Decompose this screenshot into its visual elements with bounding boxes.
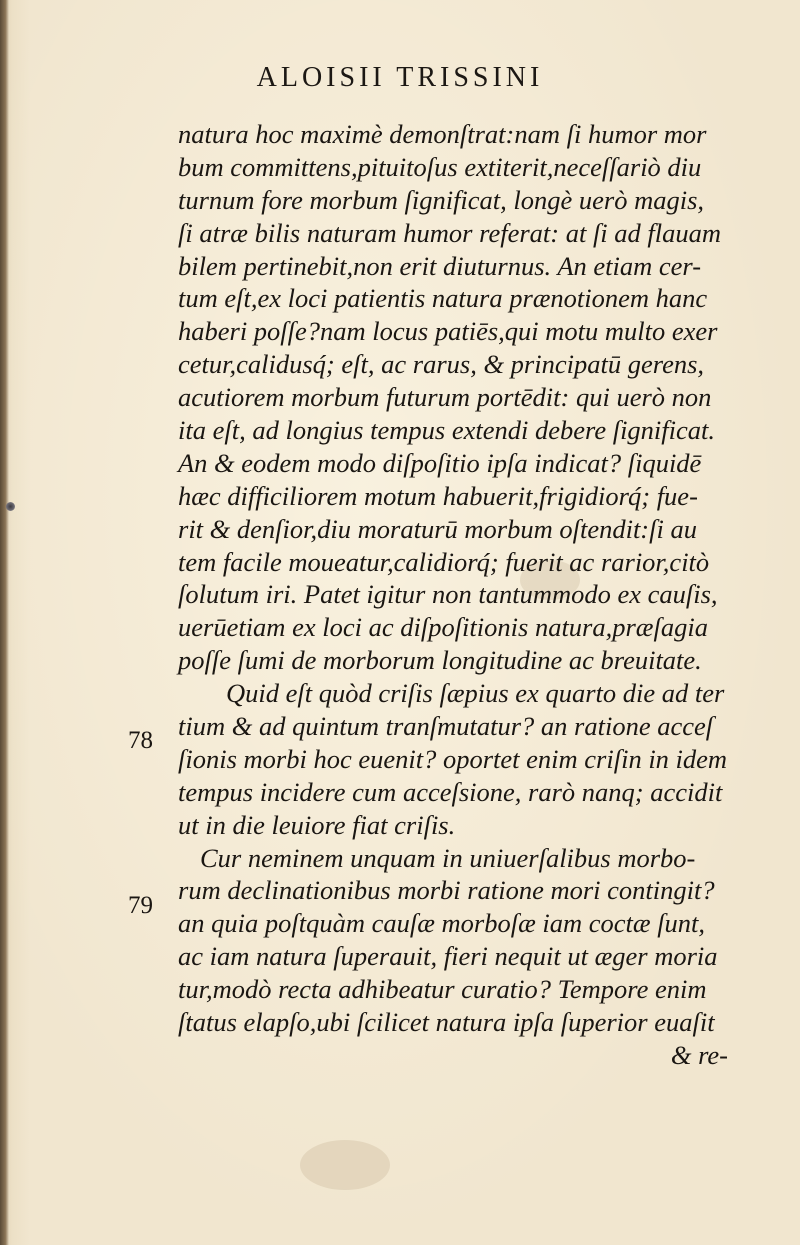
text-line: acutiorem morbum futurum portēdit: qui uerò non: [178, 382, 712, 413]
text-line: ut in die leuiore fiat criſis.: [178, 809, 456, 840]
text-line: rum declinationibus morbi ratione mori contingit?: [178, 875, 715, 906]
section-78-first-line: Quid eſt quòd criſis ſæpius ex quarto die ad ter: [226, 678, 725, 709]
text-line: tur,modò recta adhibeatur curatio? Tempore enim: [178, 974, 707, 1005]
paper-stain: [300, 1140, 390, 1190]
text-line: cetur,calidusq́; eſt, ac rarus, & principatū gerens,: [178, 349, 705, 380]
text-line: ſionis morbi hoc euenit? oportet enim criſin in idem: [178, 743, 728, 774]
text-line: an quia poſtquàm cauſæ morboſæ iam coctæ ſunt,: [178, 908, 706, 939]
text-line: haberi poſſe?nam locus patiēs,qui motu multo exer: [178, 316, 718, 347]
text-line: ſtatus elapſo,ubi ſcilicet natura ipſa ſuperior euaſit: [178, 1007, 715, 1038]
page-left-edge: [0, 0, 9, 1245]
text-line: An & eodem modo diſpoſitio ipſa indicat? ſiquidē: [178, 447, 702, 478]
text-line: poſſe ſumi de morborum longitudine ac breuitate.: [178, 645, 702, 676]
text-line: ſolutum iri. Patet igitur non tantummodo ex cauſis,: [178, 579, 718, 610]
text-line: ſi atræ bilis naturam humor referat: at ſi ad flauam: [178, 217, 722, 248]
binding-hole: [6, 502, 15, 511]
text-line: hæc difficiliorem motum habuerit,frigidiorq́; fue-: [178, 480, 698, 511]
section-number-79: 79: [128, 892, 153, 919]
text-line: ita eſt, ad longius tempus extendi debere ſignificat.: [178, 415, 716, 446]
catchword: & re-: [670, 1039, 728, 1070]
section-number-78: 78: [128, 727, 153, 754]
text-line: ac iam natura ſuperauit, fieri nequit ut æger moria: [178, 941, 718, 972]
text-line: tempus incidere cum acceſsione, rarò nanq; accidit: [178, 776, 723, 807]
text-line: turnum fore morbum ſignificat, longè uerò magis,: [178, 184, 705, 215]
text-line: rit & denſior,diu moraturū morbum oſtendit:ſi au: [178, 513, 697, 544]
text-line: tum eſt,ex loci patientis natura prænotionem hanc: [178, 283, 708, 314]
text-line: bum committens,pituitoſus extiterit,neceſſariò diu: [178, 151, 702, 182]
main-text: [178, 118, 748, 1072]
text-line: bilem pertinebit,non erit diuturnus. An etiam cer-: [178, 250, 702, 281]
running-head: ALOISII TRISSINI: [256, 62, 544, 93]
text-line: tium & ad quintum tranſmutatur? an ratione acceſ: [178, 711, 714, 742]
text-line: tem facile moueatur,calidiorq́; fuerit ac rarior,citò: [178, 546, 710, 577]
section-79-first-line: Cur neminem unquam in uniuerſalibus morbo-: [200, 842, 696, 873]
text-line: natura hoc maximè demonſtrat:nam ſi humor mor: [178, 119, 707, 149]
text-line: uerūetiam ex loci ac diſpoſitionis natura,præſagia: [178, 612, 708, 643]
